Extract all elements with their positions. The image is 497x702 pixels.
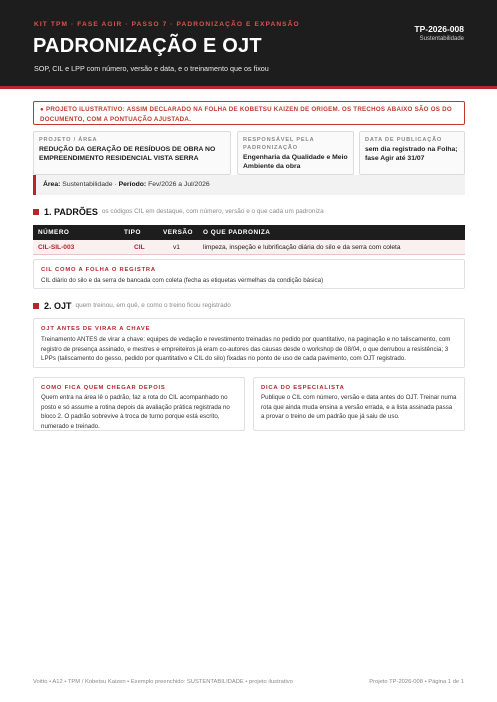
row-what: limpeza, inspeção e lubrificação diária do silo e da serra com coleta [203, 244, 401, 251]
scope-area-label: Área: [43, 181, 61, 188]
section-standards-heading [33, 203, 324, 217]
cil-register-label: CIL COMO A FOLHA O REGISTRA [41, 267, 156, 273]
section-standards-title: 1. PADRÕES [44, 206, 98, 217]
table-row [33, 240, 465, 255]
project-area-label: PROJETO / ÁREA [39, 137, 98, 143]
section-marker-icon [33, 303, 39, 309]
expert-tip-label: DICA DO ESPECIALISTA [261, 385, 345, 391]
publication-date-label: DATA DE PUBLICAÇÃO [365, 137, 443, 143]
page-subtitle: SOP, CIL e LPP com número, versão e data, e o treinamento que os fixou [34, 64, 269, 73]
header-version: VERSÃO [163, 229, 193, 236]
section-standards-note: os códigos CIL em destaque, com número, versão e o que cada um padroniza [101, 208, 324, 216]
expert-tip-box [253, 377, 465, 431]
footer-left-text: Voitto • A12 • TPM / Kobetsu Kaizen • Exemplo preenchido: SUSTENTABILIDADE • projeto ilustrativo [33, 679, 293, 685]
row-version: v1 [173, 244, 180, 251]
row-type: CIL [134, 244, 145, 251]
publication-date-value: sem dia registrado na Folha; fase Agir até 31/07 [365, 146, 458, 162]
header-what: O QUE PADRONIZA [203, 229, 271, 236]
newcomer-text: Quem entra na área lê o padrão, faz a rota do CIL acompanhado no posto e só assume a rotina depois da avaliação prática registrada no bloco 2. O padrão sobrevive à troca de turno porque está escrito, numerado e treinado. [41, 394, 230, 430]
document-code: TP-2026-008 [414, 24, 464, 34]
project-area-value: REDUÇÃO DA GERAÇÃO DE RESÍDUOS DE OBRA NO EMPREENDIMENTO RESIDENCIAL VISTA SERRA [39, 146, 216, 162]
section-marker-icon [33, 209, 39, 215]
cil-register-box [33, 259, 465, 289]
footer-page-info: Projeto TP-2026-008 • Página 1 de 1 [369, 679, 464, 685]
scope-period-label: Período: [118, 181, 147, 188]
scope-separator: · [112, 181, 119, 188]
header-accent-bar [0, 86, 497, 89]
project-area-box [33, 131, 231, 175]
cil-register-text: CIL diário do silo e da serra de bancada com coleta (fecha as etiquetas vermelhas da condição básica) [41, 277, 324, 284]
header-number: NÚMERO [38, 229, 70, 236]
newcomer-label: COMO FICA QUEM CHEGAR DEPOIS [41, 385, 166, 391]
header-kicker: KIT TPM · FASE AGIR · PASSO 7 · PADRONIZAÇÃO E EXPANSÃO [34, 21, 300, 28]
responsible-label: RESPONSÁVEL PELA PADRONIZAÇÃO [243, 137, 315, 151]
responsible-box [237, 131, 354, 175]
section-ojt-note: quem treinou, em quê, e como o treino ficou registrado [75, 302, 231, 310]
row-number: CIL-SIL-003 [38, 244, 75, 251]
page-title: PADRONIZAÇÃO E OJT [33, 35, 262, 57]
ojt-before-text: Treinamento ANTES de virar a chave: equipes de vedação e revestimento treinadas no pedido por quantitativo, na paginação e no taliscamento, com registro de presença assinado, e mestres e empreiteiros já eram co-autores das causas desde o workshop de 08/04, o que derrubou a resistência; 3 LPPs (taliscamento do gesso, pedido por quantitativo e CIL do silo) fixadas no ponto de uso de cada pavimento, com OJT registrado. [41, 336, 451, 363]
expert-tip-text: Publique o CIL com número, versão e data antes do OJT. Treinar numa rota que ainda muda ensina a versão errada, e a lista assinada passa a provar o treino de um padrão que já saiu de uso. [261, 394, 457, 421]
newcomer-box [33, 377, 245, 431]
scope-area-value: Sustentabilidade [62, 181, 113, 188]
standards-table [33, 225, 465, 255]
document-area: Sustentabilidade [419, 36, 464, 42]
scope-period-value: Fev/2026 a Jul/2026 [148, 181, 210, 188]
section-ojt-title: 2. OJT [44, 300, 72, 311]
ojt-before-box [33, 318, 465, 368]
header-type: TIPO [124, 229, 141, 236]
table-header-row [33, 225, 465, 240]
ojt-before-label: OJT ANTES DE VIRAR A CHAVE [41, 326, 151, 332]
section-ojt-heading [33, 297, 231, 311]
responsible-value: Engenharia da Qualidade e Meio Ambiente da obra [243, 154, 348, 170]
illustrative-notice: ● PROJETO ILUSTRATIVO: ASSIM DECLARADO NA FOLHA DE KOBETSU KAIZEN DE ORIGEM. OS TRECHOS ABAIXO SÃO OS DO DOCUMENTO, COM A PONTUAÇÃO AJUSTADA. [33, 101, 465, 125]
publication-date-box [359, 131, 465, 175]
scope-bar [33, 175, 465, 195]
